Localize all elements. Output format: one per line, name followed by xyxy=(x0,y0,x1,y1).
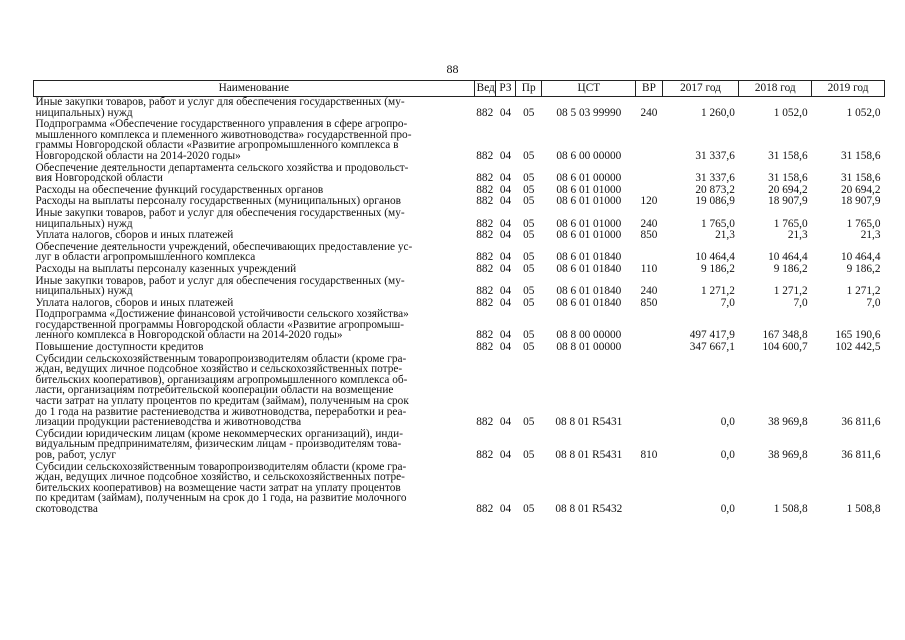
row-cst: 08 6 01 01000 xyxy=(556,195,622,208)
row-rz: 04 xyxy=(499,172,512,185)
row-2018: 10 464,4 xyxy=(768,251,808,264)
row-2017: 9 186,2 xyxy=(701,262,735,275)
row-name xyxy=(34,264,475,276)
row-name-line: ров, работ, услуг xyxy=(35,449,117,461)
row-2017: 21,3 xyxy=(715,229,735,242)
row-2017: 0,0 xyxy=(720,416,735,429)
row-ved: 882 xyxy=(476,217,494,230)
row-ved: 882 xyxy=(476,285,494,298)
row-name-line: Расходы на выплаты персоналу казенных учреждений xyxy=(35,262,297,275)
row-rz: 04 xyxy=(499,296,512,309)
row-name-line: Обеспечение деятельности учреждений, обеспечивающих предоставление ус- xyxy=(35,240,413,253)
row-name xyxy=(34,230,475,242)
row-2018: 104 600,7 xyxy=(762,341,808,354)
row-vr: 110 xyxy=(640,262,658,275)
row-2017: 19 086,9 xyxy=(695,195,735,208)
row-ved: 882 xyxy=(476,502,494,515)
row-pr: 05 xyxy=(523,217,535,230)
budget-table xyxy=(33,80,885,516)
row-cst: 08 6 01 01840 xyxy=(556,262,622,275)
row-2019: 165 190,6 xyxy=(835,329,881,342)
row-pr: 05 xyxy=(523,502,535,515)
budget-table-container xyxy=(33,80,885,516)
row-vr xyxy=(636,119,662,162)
row-name-line: до 1 года на развитие растениеводства и животноводства, переработки и реа- xyxy=(35,405,407,418)
row-2017: 347 667,1 xyxy=(689,341,735,354)
row-rz: 04 xyxy=(499,502,512,515)
row-ved: 882 xyxy=(476,262,494,275)
row-name xyxy=(34,276,475,298)
row-name-line: бительских кооперативов), организациям агропромышленного комплекса об- xyxy=(35,373,408,386)
table-row xyxy=(34,462,885,516)
row-name-line: Расходы на обеспечение функций государственных органов xyxy=(35,183,324,196)
row-vr: 240 xyxy=(640,217,658,230)
row-vr: 120 xyxy=(640,195,658,208)
row-2019: 31 158,6 xyxy=(840,172,881,185)
header-2017: 2017 год xyxy=(662,81,739,97)
row-name-line: Иные закупки товаров, работ и услуг для обеспечения государственных (му- xyxy=(35,274,405,287)
table-row xyxy=(34,230,885,242)
row-2017: 20 873,2 xyxy=(695,183,735,196)
page-number: 88 xyxy=(446,62,459,76)
row-name xyxy=(34,163,475,185)
row-rz: 04 xyxy=(499,449,512,461)
row-rz: 04 xyxy=(499,229,512,242)
row-2017: 31 337,6 xyxy=(695,149,735,162)
row-cst: 08 8 01 R5432 xyxy=(555,502,623,515)
row-2017: 0,0 xyxy=(720,449,735,461)
table-row xyxy=(34,342,885,354)
row-2018: 31 158,6 xyxy=(768,172,808,185)
row-rz: 04 xyxy=(499,106,512,119)
row-cst: 08 6 01 01840 xyxy=(556,285,622,298)
row-2018: 1 765,0 xyxy=(773,217,808,230)
row-name-line: Уплата налогов, сборов и иных платежей xyxy=(35,229,234,242)
row-name-line: Новгородской области на 2014-2020 годы» xyxy=(35,149,241,162)
row-2019: 1 271,2 xyxy=(846,285,881,298)
table-body xyxy=(34,97,885,516)
header-name: Наименование xyxy=(34,81,475,97)
row-name-line: мышленного комплекса и племенного животноводства» государственной про- xyxy=(35,128,412,141)
row-cst: 08 6 00 00000 xyxy=(556,149,622,162)
row-vr xyxy=(636,309,662,342)
row-cst: 08 8 01 R5431 xyxy=(555,416,623,429)
row-2018: 21,3 xyxy=(787,229,808,242)
row-cst: 08 6 01 01000 xyxy=(556,217,622,230)
row-2018: 1 271,2 xyxy=(773,285,808,298)
row-name-line: Подпрограмма «Обеспечение государственного управления в сфере агропро- xyxy=(35,118,408,131)
row-vr: 810 xyxy=(640,449,658,461)
row-name-line: вия Новгородской области xyxy=(35,172,163,185)
row-name-line: Субсидии сельскохозяйственным товаропроизводителям области (кроме гра- xyxy=(35,352,407,365)
row-name-line: ждан, ведущих личное подсобное хозяйство и сельскохозяйственных потре- xyxy=(35,363,403,376)
row-2019: 18 907,9 xyxy=(840,195,881,208)
row-name xyxy=(34,354,475,429)
row-2018: 7,0 xyxy=(793,296,808,309)
row-2018: 38 969,8 xyxy=(768,416,808,429)
row-2018: 1 508,8 xyxy=(773,502,808,515)
row-ved: 882 xyxy=(476,195,494,208)
table-row xyxy=(34,309,885,342)
row-vr: 240 xyxy=(640,285,658,298)
row-cst: 08 6 01 01840 xyxy=(556,251,622,264)
table-row xyxy=(34,242,885,264)
row-ved: 882 xyxy=(476,149,494,162)
row-2019: 1 052,0 xyxy=(846,106,881,119)
row-vr: 850 xyxy=(640,229,658,242)
row-rz: 04 xyxy=(499,149,512,162)
row-2019: 20 694,2 xyxy=(840,183,881,196)
row-name-line: ниципальных) нужд xyxy=(35,285,133,298)
row-name-line: Субсидии юридическим лицам (кроме некоммерческих организаций), инди- xyxy=(35,427,403,440)
row-2019: 9 186,2 xyxy=(846,262,881,275)
row-name-line: по кредитам (займам), полученным на срок до 1 года, на развитие молочного xyxy=(35,492,407,505)
header-cst: ЦСТ xyxy=(542,81,636,97)
row-rz: 04 xyxy=(499,285,512,298)
row-name-line: Обеспечение деятельности департамента сельского хозяйства и продовольст- xyxy=(35,161,409,174)
row-ved: 882 xyxy=(476,172,494,185)
row-cst: 08 8 01 00000 xyxy=(556,341,622,354)
header-vr: ВР xyxy=(636,81,662,97)
row-2018: 18 907,9 xyxy=(768,195,808,208)
row-pr: 05 xyxy=(523,183,535,196)
row-name-line: части затрат на уплату процентов по кредитам (займам), полученным на срок xyxy=(35,395,409,408)
row-rz: 04 xyxy=(499,195,512,208)
table-header-row xyxy=(34,81,885,97)
row-2018: 167 348,8 xyxy=(762,329,808,342)
row-ved: 882 xyxy=(476,416,494,429)
row-vr xyxy=(636,242,662,264)
row-pr: 05 xyxy=(523,106,535,119)
table-row xyxy=(34,264,885,276)
row-2017: 1 260,0 xyxy=(701,106,735,119)
row-pr: 05 xyxy=(523,149,535,162)
row-2017: 31 337,6 xyxy=(695,172,735,185)
row-ved: 882 xyxy=(476,229,494,242)
row-vr xyxy=(636,462,662,516)
row-pr: 05 xyxy=(523,251,535,264)
row-rz: 04 xyxy=(499,329,512,342)
row-pr: 05 xyxy=(523,296,535,309)
row-2018: 31 158,6 xyxy=(768,149,808,162)
row-pr: 05 xyxy=(523,262,535,275)
row-name-line: граммы Новгородской области «Развитие агропромышленного комплекса в xyxy=(35,139,399,152)
table-row xyxy=(34,354,885,429)
row-2017: 1 765,0 xyxy=(701,217,735,230)
table-row xyxy=(34,119,885,162)
row-cst: 08 6 01 01000 xyxy=(556,229,622,242)
row-name-line: Субсидии сельскохозяйственным товаропроизводителям области (кроме гра- xyxy=(35,460,407,473)
row-name-line: Иные закупки товаров, работ и услуг для обеспечения государственных (му- xyxy=(35,96,405,108)
row-name-line: бительских кооперативов) на возмещение части затрат на уплату процентов xyxy=(35,481,401,494)
header-ved: Вед xyxy=(474,81,495,97)
row-2019: 7,0 xyxy=(866,296,881,309)
row-pr: 05 xyxy=(523,329,535,342)
header-2019: 2019 год xyxy=(812,81,885,97)
table-row xyxy=(34,276,885,298)
row-ved: 882 xyxy=(476,183,494,196)
row-vr: 850 xyxy=(640,296,658,309)
row-name xyxy=(34,242,475,264)
row-cst: 08 5 03 99990 xyxy=(556,106,622,119)
row-name-line: Расходы на выплаты персоналу государственных (муниципальных) органов xyxy=(35,195,401,208)
row-2018: 1 052,0 xyxy=(773,106,808,119)
row-pr: 05 xyxy=(523,195,535,208)
row-name-line: луг в области агропромышленного комплекса xyxy=(35,251,256,264)
row-cst: 08 6 01 01840 xyxy=(556,296,622,309)
row-ved: 882 xyxy=(476,329,494,342)
row-2017: 497 417,9 xyxy=(689,329,735,342)
row-vr xyxy=(636,163,662,185)
row-2017: 1 271,2 xyxy=(701,285,735,298)
row-2019: 10 464,4 xyxy=(840,251,881,264)
row-pr: 05 xyxy=(523,341,535,354)
row-2018: 20 694,2 xyxy=(768,183,808,196)
header-2018: 2018 год xyxy=(739,81,812,97)
row-name xyxy=(34,119,475,162)
row-rz: 04 xyxy=(499,183,512,196)
row-cst: 08 8 00 00000 xyxy=(556,329,622,342)
row-ved: 882 xyxy=(476,106,494,119)
row-2018: 9 186,2 xyxy=(773,262,808,275)
row-pr: 05 xyxy=(523,416,535,429)
row-rz: 04 xyxy=(499,416,512,429)
row-name-line: государственной программы Новгородской области «Развитие агропромыш- xyxy=(35,318,404,331)
row-rz: 04 xyxy=(499,217,512,230)
row-rz: 04 xyxy=(499,251,512,264)
row-2019: 21,3 xyxy=(860,229,881,242)
row-2019: 102 442,5 xyxy=(835,341,881,354)
row-pr: 05 xyxy=(523,285,535,298)
row-name-line: Уплата налогов, сборов и иных платежей xyxy=(35,296,234,309)
row-name xyxy=(34,309,475,342)
row-2019: 31 158,6 xyxy=(840,149,881,162)
row-2019: 1 765,0 xyxy=(846,217,881,230)
row-name-line: Иные закупки товаров, работ и услуг для обеспечения государственных (му- xyxy=(35,206,405,219)
row-name xyxy=(34,208,475,230)
row-name-line: Подпрограмма «Достижение финансовой устойчивости сельского хозяйства» xyxy=(35,308,409,321)
row-cst: 08 8 01 R5431 xyxy=(555,449,623,461)
row-name-line: видуальным предпринимателям, физическим лицам - производителям това- xyxy=(35,438,402,451)
row-name-line: ласти, организациям потребительской кооперации области на возмещение xyxy=(35,384,394,397)
row-cst: 08 6 01 01000 xyxy=(556,183,622,196)
row-pr: 05 xyxy=(523,449,535,461)
row-rz: 04 xyxy=(499,341,512,354)
row-2017: 10 464,4 xyxy=(695,251,735,264)
row-2017: 7,0 xyxy=(720,296,735,309)
row-2017: 0,0 xyxy=(720,502,735,515)
row-vr: 240 xyxy=(640,106,658,119)
row-vr xyxy=(636,354,662,429)
row-name xyxy=(34,462,475,516)
row-cst: 08 6 01 00000 xyxy=(556,172,622,185)
row-name xyxy=(34,97,475,120)
table-row xyxy=(34,97,885,120)
row-name-line: ниципальных) нужд xyxy=(35,217,133,230)
row-2019: 1 508,8 xyxy=(846,502,881,515)
row-pr: 05 xyxy=(523,172,535,185)
header-rz: РЗ xyxy=(495,81,515,97)
row-ved: 882 xyxy=(476,296,494,309)
table-row xyxy=(34,208,885,230)
row-ved: 882 xyxy=(476,341,494,354)
row-2019: 36 811,6 xyxy=(841,416,881,429)
table-row xyxy=(34,429,885,462)
row-2018: 38 969,8 xyxy=(768,449,808,461)
table-row xyxy=(34,163,885,185)
row-name xyxy=(34,342,475,354)
row-name xyxy=(34,429,475,462)
row-name-line: ниципальных) нужд xyxy=(35,106,133,119)
header-pr: Пр xyxy=(516,81,542,97)
row-ved: 882 xyxy=(476,251,494,264)
row-name-line: ждан, ведущих личное подсобное хозяйство, и сельскохозяйственных потре- xyxy=(35,471,405,484)
row-rz: 04 xyxy=(499,262,512,275)
row-pr: 05 xyxy=(523,229,535,242)
row-name-line: скотоводства xyxy=(35,502,98,515)
row-ved: 882 xyxy=(476,449,494,461)
row-name-line: ленного комплекса в Новгородской области на 2014-2020 годы» xyxy=(35,329,343,342)
row-name-line: Повышение доступности кредитов xyxy=(35,341,204,354)
row-vr xyxy=(636,342,662,354)
row-2019: 36 811,6 xyxy=(841,449,881,461)
row-name-line: лизации продукции растениеводства и животноводства xyxy=(35,416,302,429)
